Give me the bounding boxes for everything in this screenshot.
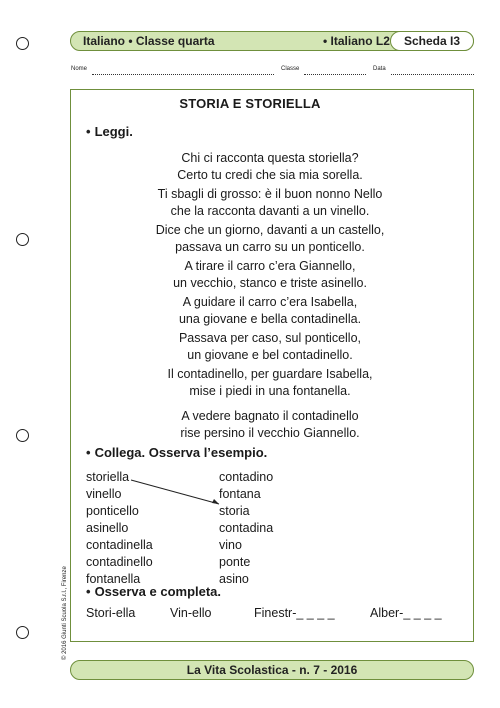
match-left-word[interactable]: ponticello (86, 504, 139, 518)
poem-line: Certo tu credi che sia mia sorella. (177, 168, 363, 182)
date-field-line[interactable] (391, 74, 474, 75)
section-leggi (86, 124, 133, 139)
completa-item-3[interactable]: Finestr-_ _ _ _ (254, 606, 335, 620)
poem-line: Il contadinello, per guardare Isabella, (167, 367, 373, 381)
poem-line: Passava per caso, sul ponticello, (178, 331, 362, 345)
date-field-label: Data (373, 66, 386, 72)
worksheet-title: STORIA E STORIELLA (179, 96, 321, 111)
bullet-icon: • (86, 584, 91, 599)
header-bar (70, 31, 474, 51)
poem-line: A tirare il carro c’era Giannello, (184, 259, 356, 273)
match-left-word[interactable]: vinello (86, 487, 122, 501)
header-subject: Italiano • Classe quarta (83, 34, 215, 48)
binder-hole-1 (16, 37, 29, 50)
poem-stanza (0, 150, 500, 184)
poem-stanza (0, 366, 500, 400)
poem-stanza (0, 294, 500, 328)
poem-line: un vecchio, stanco e triste asinello. (173, 276, 367, 290)
name-field-line[interactable] (92, 74, 274, 75)
footer-bar: La Vita Scolastica - n. 7 - 2016 (70, 660, 474, 680)
match-left-word[interactable]: fontanella (86, 572, 141, 586)
header-level: • Italiano L2 (323, 34, 390, 48)
section-collega (86, 445, 267, 460)
completa-heading: Osserva e completa. (94, 584, 222, 599)
match-right-word[interactable]: asino (219, 572, 249, 586)
section-leggi-label: Leggi. (94, 124, 133, 139)
class-field-line[interactable] (304, 74, 366, 75)
match-right-word[interactable]: storia (219, 504, 250, 518)
match-right-word[interactable]: vino (219, 538, 242, 552)
poem-line: A guidare il carro c’era Isabella, (182, 295, 358, 309)
example-connector-line (129, 478, 224, 506)
match-right-word[interactable]: contadino (219, 470, 274, 484)
completa-item-1: Stori-ella (86, 606, 136, 620)
poem-stanza (0, 330, 500, 364)
completa-item-4[interactable]: Alber-_ _ _ _ (370, 606, 442, 620)
class-field-label: Classe (281, 66, 300, 72)
collega-heading-rest: Osserva l’esempio. (148, 445, 268, 460)
match-left-word[interactable]: contadinella (86, 538, 153, 552)
completa-item-2: Vin-ello (170, 606, 212, 620)
poem-stanza (0, 258, 500, 292)
collega-heading-bold: Collega. (94, 445, 146, 460)
bullet-icon: • (86, 124, 91, 139)
section-completa (86, 584, 221, 599)
match-left-word[interactable]: contadinello (86, 555, 153, 569)
poem-stanza (0, 186, 500, 220)
poem-line: che la racconta davanti a un vinello. (170, 204, 370, 218)
match-right-word[interactable]: ponte (219, 555, 251, 569)
match-right-word[interactable]: contadina (219, 521, 274, 535)
match-left-word[interactable]: storiella (86, 470, 130, 484)
copyright-note: © 2016 Giunti Scuola S.r.l., Firenze (62, 566, 68, 660)
poem-line: passava un carro su un ponticello. (175, 240, 365, 254)
scheda-badge: Scheda I3 (390, 31, 474, 51)
poem-line: A vedere bagnato il contadinello (181, 409, 359, 423)
poem-line: Chi ci racconta questa storiella? (181, 151, 359, 165)
binder-hole-4 (16, 626, 29, 639)
poem-stanza (0, 222, 500, 256)
match-right-word[interactable]: fontana (219, 487, 261, 501)
match-left-word[interactable]: asinello (86, 521, 129, 535)
poem-line: Dice che un giorno, davanti a un castello, (155, 223, 385, 237)
poem-line: rise persino il vecchio Giannello. (180, 426, 360, 440)
poem-line: mise i piedi in una fontanella. (189, 384, 351, 398)
poem-stanza (0, 408, 500, 442)
poem-line: un giovane e bel contadinello. (187, 348, 353, 362)
poem-line: una giovane e bella contadinella. (178, 312, 362, 326)
bullet-icon: • (86, 445, 91, 460)
name-field-label: Nome (71, 66, 88, 72)
poem-line: Ti sbagli di grosso: è il buon nonno Nello (157, 187, 383, 201)
